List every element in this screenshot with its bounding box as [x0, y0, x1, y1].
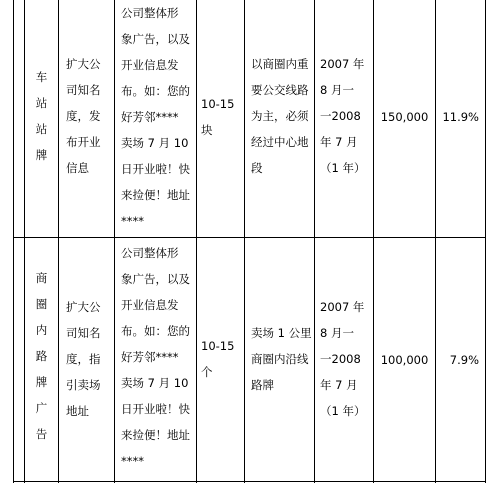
row2-content: 公司整体形 象广告，以及 开业信息发 布。如：您的 好芳邻**** 卖场 7 月 10 日开业啦！快 来捡便！地址 ****	[121, 246, 190, 468]
row-divider	[13, 237, 486, 238]
row1-percentage: 11.9%	[442, 110, 479, 124]
row2-cost: 100,000	[380, 353, 429, 367]
row2-percentage: 7.9%	[449, 353, 479, 367]
row2-period: 2007 年 8 月一 一2008 年 7 月 （1 年）	[320, 300, 366, 418]
grid-line	[244, 0, 245, 483]
row1-name: 车 站 站 牌	[35, 70, 48, 162]
grid-line	[13, 0, 14, 483]
row2-purpose: 扩大公 司知名 度，指 引卖场 地址	[66, 300, 101, 418]
grid-line	[435, 0, 436, 483]
row1-purpose: 扩大公 司知名 度，发 布开业 信息	[66, 57, 101, 175]
grid-line	[373, 0, 374, 483]
row2-name: 商 圈 内 路 牌 广 告	[35, 271, 48, 441]
row1-period: 2007 年 8 月一 一2008 年 7 月 （1 年）	[320, 57, 366, 175]
row-divider	[13, 481, 486, 482]
grid-line	[58, 0, 59, 483]
grid-line	[114, 0, 115, 483]
row2-quantity: 10-15 个	[201, 339, 235, 379]
row1-quantity: 10-15 块	[201, 97, 235, 137]
row1-cost: 150,000	[380, 110, 429, 124]
grid-line	[314, 0, 315, 483]
row1-location: 以商圈内重 要公交线路 为主，必须 经过中心地 段	[251, 57, 309, 175]
row1-content: 公司整体形 象广告，以及 开业信息发 布。如：您的 好芳邻**** 卖场 7 月 10 日开业啦！快 来捡便！地址 ****	[121, 6, 190, 228]
row2-location: 卖场 1 公里 商圈内沿线 路牌	[251, 326, 312, 392]
